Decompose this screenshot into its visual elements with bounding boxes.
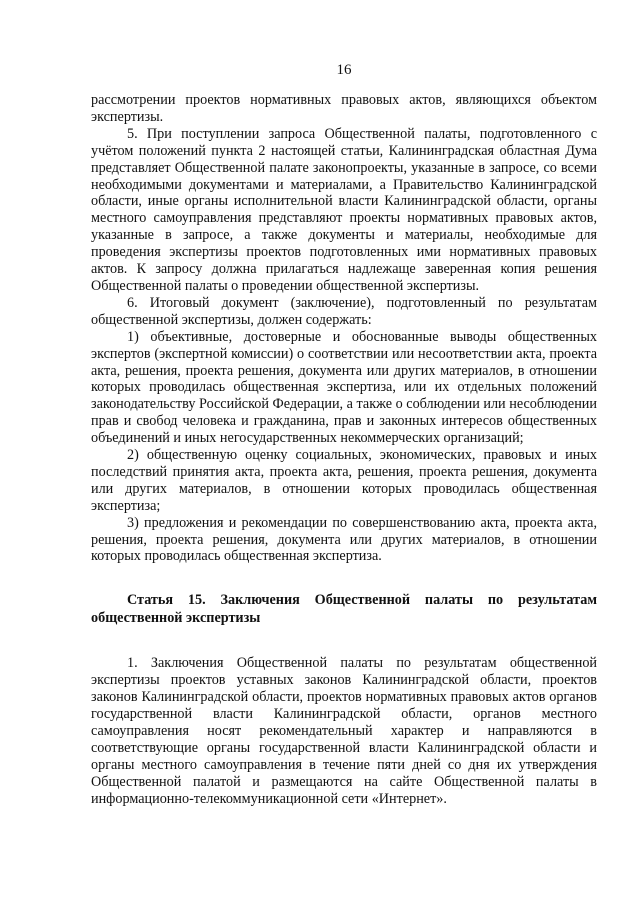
article-15-heading: Статья 15. Заключения Общественной палаты по результатам общественной экспертизы — [91, 592, 597, 626]
paragraph-item-6: 6. Итоговый документ (заключение), подготовленный по результатам общественной экспертизы, должен содержать: — [91, 294, 597, 328]
paragraph-item-6-1: 1) объективные, достоверные и обоснованные выводы общественных экспертов (экспертной комиссии) о соответствии или несоответствии акта, проекта акта, решения, проекта решения, документа или других материалов, в отношении которых проводилась общественная экспертиза, или их отдельных положений законодательству Российской Федерации, а также о соблюдении или несоблюдении прав и свобод человека и гражданина, прав и законных интересов общественных объединений и иных негосударственных некоммерческих организаций; — [91, 328, 597, 447]
paragraph-art15-item-1: 1. Заключения Общественной палаты по результатам общественной экспертизы проектов уставных законов Калининградской области, проектов законов Калининградской области, проектов нормативных правовых актов органов государственной власти Калининградской области, органов местного самоуправления носят рекомендательный характер и направляются в соответствующие органы государственной власти Калининградской области и органы местного самоуправления в течение пяти дней со дня их утверждения Общественной палатой и размещаются на сайте Общественной палаты в информационно-телекоммуникационной сети «Интернет». — [91, 655, 597, 807]
paragraph-continuation: рассмотрении проектов нормативных правовых актов, являющихся объектом экспертизы. — [91, 92, 597, 125]
paragraph-item-5: 5. При поступлении запроса Общественной палаты, подготовленного с учётом положений пункта 2 настоящей статьи, Калининградская областная Дума представляет Общественной палате законопроекты, указанные в запросе, со всеми необходимыми документами и материалами, а Правительство Калининградской области, иные органы исполнительной власти Калининградской области, органы местного самоуправления представляют проекты нормативных правовых актов, указанные в запросе, а также документы и материалы, необходимые для проведения экспертизы проектов подготовленных ими нормативных правовых актов. К запросу должна прилагаться надлежаще заверенная копия решения Общественной палаты о проведении общественной экспертизы. — [91, 125, 597, 294]
paragraph-item-6-3: 3) предложения и рекомендации по совершенствованию акта, проекта акта, решения, проекта решения, документа или других материалов, в отношении которых проводилась общественная экспертиза. — [91, 514, 597, 565]
page-number: 16 — [336, 62, 352, 78]
document-page — [91, 62, 597, 808]
section-after-heading — [91, 655, 597, 807]
section-before-heading — [91, 92, 597, 565]
paragraph-item-6-2: 2) общественную оценку социальных, экономических, правовых и иных последствий принятия акта, проекта акта, решения, проекта решения, документа или других материалов, в отношении которых проводилась общественная экспертиза; — [91, 447, 597, 514]
